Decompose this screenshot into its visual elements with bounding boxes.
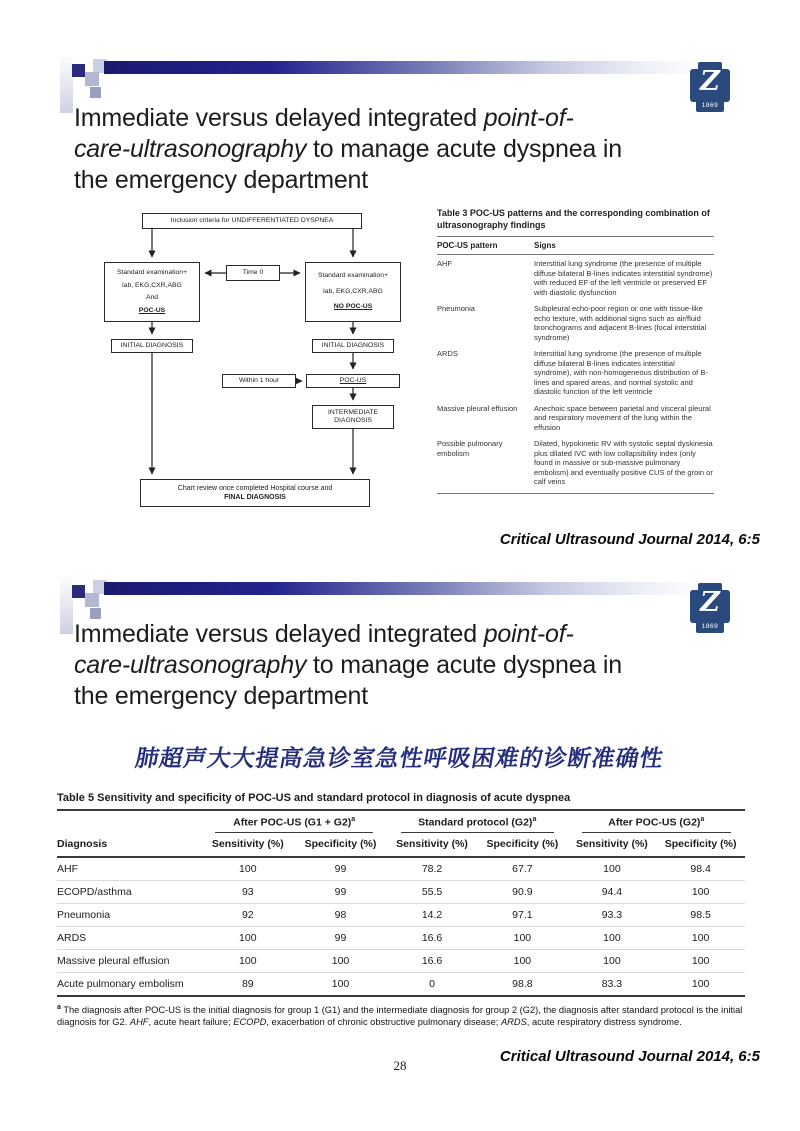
header-gradient-bar xyxy=(104,582,705,595)
table5-value: 98 xyxy=(294,903,387,926)
flow-initial-left-label: INITIAL DIAGNOSIS xyxy=(120,341,184,349)
table-row xyxy=(57,949,745,972)
z1869-logo xyxy=(690,62,730,112)
table5-value: 100 xyxy=(477,926,567,949)
table5-value: 98.5 xyxy=(656,903,745,926)
header-square-small xyxy=(90,87,101,98)
table3-signs: Interstitial lung syndrome (the presence of multiple diffuse bilateral B-lines indicates interstitial syndrome) with reduced EF of the left ventricle or preserved EF with diastolic dysfunction xyxy=(534,259,713,297)
table5-value: 94.4 xyxy=(568,880,657,903)
flow-initial-right-label: INITIAL DIAGNOSIS xyxy=(321,341,385,349)
table5-value: 67.7 xyxy=(477,857,567,881)
logo-year: 1869 xyxy=(701,102,719,109)
table3-col-signs: Signs xyxy=(534,237,714,255)
table5-title: Table 5 Sensitivity and specificity of POC-US and standard protocol in diagnosis of acute dyspnea xyxy=(57,792,571,804)
flow-pocus-box xyxy=(306,374,400,388)
slide1-title xyxy=(74,103,622,196)
table3-row xyxy=(437,255,714,301)
table-row xyxy=(57,926,745,949)
table5-sensitivity-header: Sensitivity (%) xyxy=(387,833,477,857)
flow-right-line1: Standard examination+ xyxy=(317,272,389,280)
table5-value: 78.2 xyxy=(387,857,477,881)
table3-pattern: AHF xyxy=(437,259,452,268)
table5-diagnosis: Massive pleural effusion xyxy=(57,949,201,972)
logo-letter: Z xyxy=(700,66,720,97)
table5-value: 100 xyxy=(568,949,657,972)
table5-group-header-row xyxy=(57,810,745,833)
table5-diagnosis: AHF xyxy=(57,857,201,881)
table3-pattern: Massive pleural effusion xyxy=(437,403,518,413)
table5-value: 100 xyxy=(656,880,745,903)
table3-row xyxy=(437,345,714,400)
table5-group1-label: After POC-US (G1 + G2) xyxy=(233,816,352,829)
flow-inclusion-label: Inclusion criteria for UNDIFFERENTIATED DYSPNEA xyxy=(170,216,334,224)
table5-value: 90.9 xyxy=(477,880,567,903)
header-square-small xyxy=(90,608,101,619)
chinese-headline-text: 肺超声大大提高急诊室急性呼吸困难的诊断准确性 xyxy=(133,745,667,771)
table5-value: 14.2 xyxy=(387,903,477,926)
table5-value: 16.6 xyxy=(387,926,477,949)
table5 xyxy=(57,792,745,1029)
table5-group-3 xyxy=(568,810,745,833)
flow-standard-nopocus-box xyxy=(305,262,401,322)
table-row xyxy=(57,857,745,881)
table3 xyxy=(437,208,714,494)
table5-value: 0 xyxy=(387,972,477,996)
table-row xyxy=(57,903,745,926)
flow-inclusion-box xyxy=(142,213,362,229)
footnote-text: , acute heart failure; xyxy=(148,1017,234,1028)
flow-intermediate-diagnosis-box xyxy=(312,405,394,429)
table5-value: 100 xyxy=(656,926,745,949)
flow-pocus-label: POC-US xyxy=(339,376,367,384)
header-square-mid xyxy=(85,593,99,607)
table5-sensitivity-header: Sensitivity (%) xyxy=(201,833,294,857)
table5-value: 97.1 xyxy=(477,903,567,926)
title-post: to manage acute dyspnea in the emergency department xyxy=(74,651,622,710)
flow-initial-diagnosis-left-box xyxy=(111,339,193,353)
footnote-sup: a xyxy=(57,1003,61,1011)
table5-specificity-header: Specificity (%) xyxy=(294,833,387,857)
flowchart-arrows xyxy=(88,205,408,510)
table5-value: 98.8 xyxy=(477,972,567,996)
table5-subheader-row xyxy=(57,833,745,857)
z1869-logo xyxy=(690,583,730,633)
slide2-citation: Critical Ultrasound Journal 2014, 6:5 xyxy=(499,1048,760,1065)
footnote-abbr: AHF xyxy=(129,1017,149,1028)
table5-value: 93 xyxy=(201,880,294,903)
table5-value: 100 xyxy=(656,949,745,972)
table5-value: 100 xyxy=(201,857,294,881)
logo-letter: Z xyxy=(700,587,720,618)
table5-value: 98.4 xyxy=(656,857,745,881)
table-row xyxy=(57,880,745,903)
flow-left-line1: Standard examination+ xyxy=(116,269,188,276)
slide1-citation: Critical Ultrasound Journal 2014, 6:5 xyxy=(499,531,760,548)
flow-time0-box xyxy=(226,265,280,281)
table-row xyxy=(57,972,745,996)
title-italic: point-of-care-ultrasonography xyxy=(74,620,574,679)
table5-group3-label: After POC-US (G2) xyxy=(608,816,701,829)
table3-signs: Anechoic space between parietal and visceral pleural and respiratory movement of the lung within the effusion xyxy=(534,403,711,432)
table3-row xyxy=(437,435,714,493)
table5-group-1 xyxy=(201,810,386,833)
flow-final-line1: Chart review once completed Hospital course and xyxy=(177,485,333,492)
flow-standard-pocus-box xyxy=(104,262,200,322)
footnote-text: , exacerbation of chronic obstructive pulmonary disease; xyxy=(266,1017,501,1028)
title-italic: point-of-care-ultrasonography xyxy=(74,104,574,163)
flow-initial-diagnosis-right-box xyxy=(312,339,394,353)
table5-footnote xyxy=(57,997,745,1029)
study-flowchart xyxy=(88,205,408,510)
table5-value: 100 xyxy=(201,949,294,972)
title-pre: Immediate versus delayed integrated xyxy=(74,620,484,648)
header-square-dark xyxy=(72,64,85,77)
table5-value: 100 xyxy=(568,926,657,949)
flow-right-line2: lab, EKG,CXR,ABG xyxy=(323,287,383,295)
table5-group2-sup: a xyxy=(532,816,537,823)
table5-group-empty xyxy=(57,810,201,833)
flow-left-line3: And xyxy=(145,294,159,301)
table3-signs: Subpleural echo-poor region or one with tissue-like echo texture, with additional signs such as air/fluid bronchograms and adjacent B-lines (focal interstitial syndrome) xyxy=(534,304,707,342)
footnote-abbr: ECOPD xyxy=(233,1017,267,1028)
title-post: to manage acute dyspnea in the emergency department xyxy=(74,135,622,194)
table5-group-2 xyxy=(387,810,568,833)
table3-row xyxy=(437,300,714,345)
table5-value: 99 xyxy=(294,857,387,881)
chinese-headline xyxy=(0,740,800,773)
table5-value: 100 xyxy=(656,972,745,996)
footnote-text: The diagnosis after POC-US is the initial diagnosis for group 1 (G1) and the intermediate diagnosis for group 2 (G2), the diagnosis after standard protocol is the initial diagnosis for G2. xyxy=(57,1004,743,1028)
slide2-title xyxy=(74,619,622,712)
table5-group1-sup: a xyxy=(351,816,356,823)
table5-value: 83.3 xyxy=(568,972,657,996)
page-number: 28 xyxy=(393,1058,407,1073)
table5-value: 99 xyxy=(294,926,387,949)
table5-value: 100 xyxy=(294,949,387,972)
table5-diagnosis: ARDS xyxy=(57,926,201,949)
table5-diagnosis: ECOPD/asthma xyxy=(57,880,201,903)
table3-pattern: Pneumonia xyxy=(437,304,475,313)
table3-title: Table 3 POC-US patterns and the corresponding combination of ultrasonography findings xyxy=(437,208,714,237)
table5-diagnosis-header: Diagnosis xyxy=(57,833,201,857)
table3-col-pattern: POC-US pattern xyxy=(437,237,534,255)
table5-diagnosis: Pneumonia xyxy=(57,903,201,926)
header-gradient-bar xyxy=(104,61,705,74)
logo-year: 1869 xyxy=(701,623,719,630)
table3-pattern: ARDS xyxy=(437,349,458,358)
table3-pattern: Possible pulmonary embolism xyxy=(437,435,534,493)
table5-value: 100 xyxy=(201,926,294,949)
table5-value: 92 xyxy=(201,903,294,926)
table5-value: 100 xyxy=(477,949,567,972)
header-square-dark xyxy=(72,585,85,598)
table3-signs: Dilated, hypokinetic RV with systolic septal dyskinesia plus dilated IVC with low collapsibility index (only found in massive or sub-massive pulmonary embolism) and eventually positive CUS of the groin or calf veins xyxy=(534,435,714,493)
table3-row xyxy=(437,400,714,436)
table3-signs: Interstitial lung syndrome (the presence of multiple diffuse bilateral B-lines indicates interstitial syndrome), with non-homogeneous distribution of B-lines and spared areas, and normal systolic and diastolic function of the left ventricle xyxy=(534,349,708,396)
table5-diagnosis: Acute pulmonary embolism xyxy=(57,972,201,996)
footnote-abbr: ARDS xyxy=(500,1017,527,1028)
flow-final-line2: FINAL DIAGNOSIS xyxy=(224,494,286,501)
table5-specificity-header: Specificity (%) xyxy=(477,833,567,857)
flow-final-diagnosis-box xyxy=(140,479,370,507)
table5-group2-label: Standard protocol (G2) xyxy=(418,816,533,829)
flow-right-nopocus-label: NO POC-US xyxy=(333,303,373,311)
table5-value: 99 xyxy=(294,880,387,903)
flow-intermediate-label: INTERMEDIATE DIAGNOSIS xyxy=(327,408,379,424)
flow-time0-label: Time 0 xyxy=(242,268,264,276)
table5-value: 16.6 xyxy=(387,949,477,972)
footnote-text: , acute respiratory distress syndrome. xyxy=(526,1017,682,1028)
header-square-mid xyxy=(85,72,99,86)
table5-value: 100 xyxy=(568,857,657,881)
flow-within-1-hour-box xyxy=(222,374,296,388)
table5-value: 93.3 xyxy=(568,903,657,926)
table5-value: 89 xyxy=(201,972,294,996)
flow-left-line2: lab, EKG,CXR,ABG xyxy=(122,281,182,289)
table5-sensitivity-header: Sensitivity (%) xyxy=(568,833,657,857)
table5-value: 100 xyxy=(294,972,387,996)
flow-within-label: Within 1 hour xyxy=(238,376,280,384)
table5-value: 55.5 xyxy=(387,880,477,903)
title-pre: Immediate versus delayed integrated xyxy=(74,104,484,132)
flow-left-pocus-label: POC-US xyxy=(138,306,166,314)
table5-group3-sup: a xyxy=(700,816,705,823)
table5-specificity-header: Specificity (%) xyxy=(656,833,745,857)
